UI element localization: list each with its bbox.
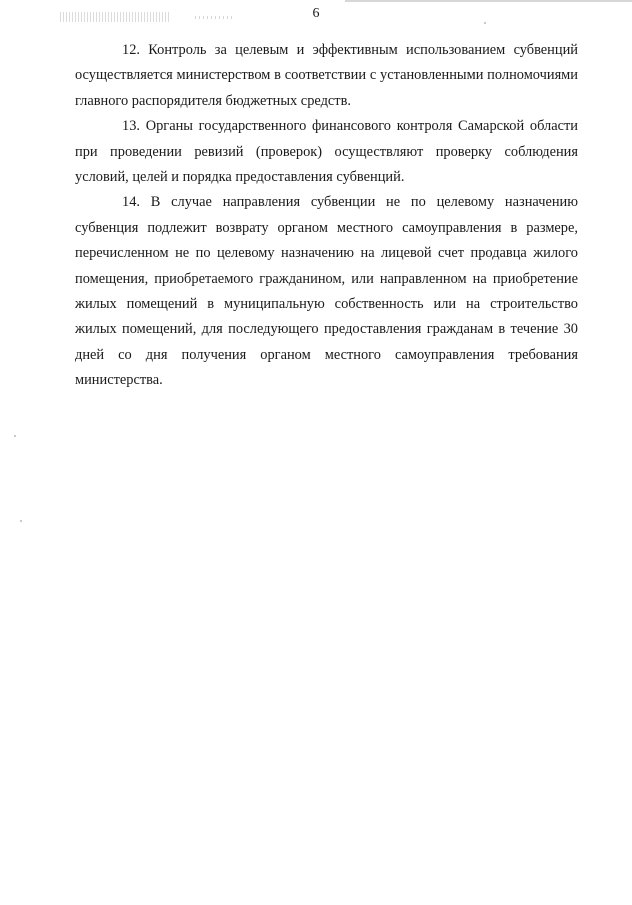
scan-speck (20, 520, 22, 522)
paragraph-12: 12. Контроль за целевым и эффективным использованием субвенций осуществляется министерством в соответствии с установленными полномочиями главного распорядителя бюджетных средств. (75, 42, 578, 109)
document-body (75, 38, 578, 394)
scan-speck (14, 435, 16, 437)
paragraph-14: 14. В случае направления субвенции не по целевому назначению субвенция подлежит возврату органом местного самоуправления в размере, перечисленном не по целевому назначению на лицевой счет продавца жилого помещения, приобретаемого гражданином, или направленном на приобретение жилых помещений в муниципальную собственность или на строительство жилых помещений, для последующего предоставления гражданам в течение 30 дней со дня получения органом местного самоуправления требования министерства. (75, 194, 578, 389)
page-number: 6 (312, 6, 320, 21)
scan-speck (484, 22, 486, 24)
scan-edge-line (345, 0, 632, 2)
paragraph-13: 13. Органы государственного финансового контроля Самарской области при проведении ревизий (проверок) осуществляют проверку соблюдения условий, целей и порядка предоставления субвенций. (75, 118, 578, 186)
